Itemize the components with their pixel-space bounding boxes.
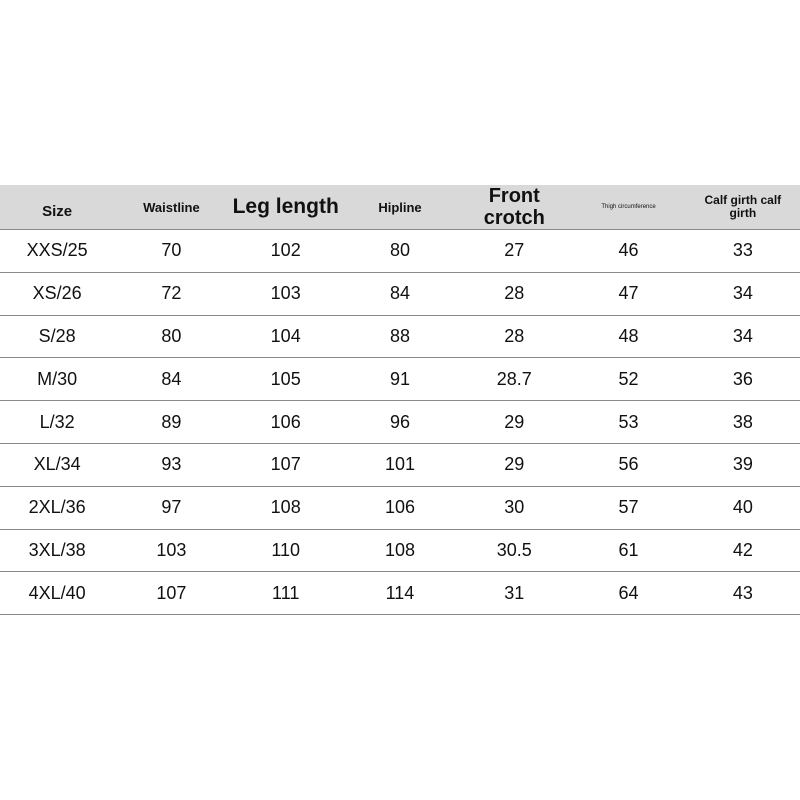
cell-size: XXS/25 [0, 230, 114, 273]
header-size: Size [0, 185, 114, 230]
cell-thigh: 57 [571, 486, 685, 529]
cell-hipline: 108 [343, 529, 457, 572]
header-leg-length: Leg length [229, 185, 343, 230]
cell-front-crotch: 30.5 [457, 529, 571, 572]
cell-size: 2XL/36 [0, 486, 114, 529]
cell-hipline: 91 [343, 358, 457, 401]
cell-size: XS/26 [0, 272, 114, 315]
cell-leg-length: 107 [229, 443, 343, 486]
cell-waistline: 72 [114, 272, 228, 315]
cell-waistline: 107 [114, 572, 228, 615]
cell-hipline: 101 [343, 443, 457, 486]
cell-thigh: 61 [571, 529, 685, 572]
cell-front-crotch: 31 [457, 572, 571, 615]
cell-size: S/28 [0, 315, 114, 358]
table-row [0, 572, 800, 615]
cell-calf: 34 [686, 315, 800, 358]
cell-thigh: 47 [571, 272, 685, 315]
cell-hipline: 106 [343, 486, 457, 529]
header-front-crotch: Front crotch [457, 185, 571, 230]
table-row [0, 315, 800, 358]
cell-thigh: 64 [571, 572, 685, 615]
cell-leg-length: 108 [229, 486, 343, 529]
cell-size: L/32 [0, 401, 114, 444]
cell-waistline: 97 [114, 486, 228, 529]
cell-leg-length: 102 [229, 230, 343, 273]
header-calf-girth: Calf girth calf girth [686, 185, 800, 230]
table-row [0, 529, 800, 572]
table-row [0, 401, 800, 444]
cell-front-crotch: 28.7 [457, 358, 571, 401]
cell-front-crotch: 28 [457, 272, 571, 315]
cell-waistline: 89 [114, 401, 228, 444]
cell-size: 4XL/40 [0, 572, 114, 615]
cell-hipline: 84 [343, 272, 457, 315]
cell-front-crotch: 29 [457, 443, 571, 486]
cell-calf: 42 [686, 529, 800, 572]
cell-calf: 34 [686, 272, 800, 315]
cell-calf: 33 [686, 230, 800, 273]
cell-size: 3XL/38 [0, 529, 114, 572]
cell-thigh: 56 [571, 443, 685, 486]
cell-hipline: 88 [343, 315, 457, 358]
table-row [0, 358, 800, 401]
cell-leg-length: 106 [229, 401, 343, 444]
cell-front-crotch: 27 [457, 230, 571, 273]
table-row [0, 230, 800, 273]
cell-calf: 39 [686, 443, 800, 486]
cell-front-crotch: 29 [457, 401, 571, 444]
header-hipline: Hipline [343, 185, 457, 230]
table-row [0, 272, 800, 315]
cell-waistline: 93 [114, 443, 228, 486]
cell-calf: 40 [686, 486, 800, 529]
cell-waistline: 80 [114, 315, 228, 358]
header-waistline: Waistline [114, 185, 228, 230]
cell-calf: 36 [686, 358, 800, 401]
cell-waistline: 70 [114, 230, 228, 273]
cell-leg-length: 110 [229, 529, 343, 572]
header-row [0, 185, 800, 230]
cell-hipline: 96 [343, 401, 457, 444]
header-thigh-circumference: Thigh circumference [571, 185, 685, 230]
cell-thigh: 46 [571, 230, 685, 273]
cell-leg-length: 105 [229, 358, 343, 401]
cell-waistline: 103 [114, 529, 228, 572]
cell-front-crotch: 30 [457, 486, 571, 529]
cell-size: XL/34 [0, 443, 114, 486]
cell-leg-length: 111 [229, 572, 343, 615]
cell-calf: 38 [686, 401, 800, 444]
table-row [0, 486, 800, 529]
cell-hipline: 80 [343, 230, 457, 273]
table-row [0, 443, 800, 486]
cell-waistline: 84 [114, 358, 228, 401]
cell-leg-length: 104 [229, 315, 343, 358]
size-chart-table [0, 185, 800, 615]
cell-hipline: 114 [343, 572, 457, 615]
cell-size: M/30 [0, 358, 114, 401]
cell-thigh: 48 [571, 315, 685, 358]
cell-thigh: 52 [571, 358, 685, 401]
cell-front-crotch: 28 [457, 315, 571, 358]
cell-leg-length: 103 [229, 272, 343, 315]
cell-thigh: 53 [571, 401, 685, 444]
cell-calf: 43 [686, 572, 800, 615]
